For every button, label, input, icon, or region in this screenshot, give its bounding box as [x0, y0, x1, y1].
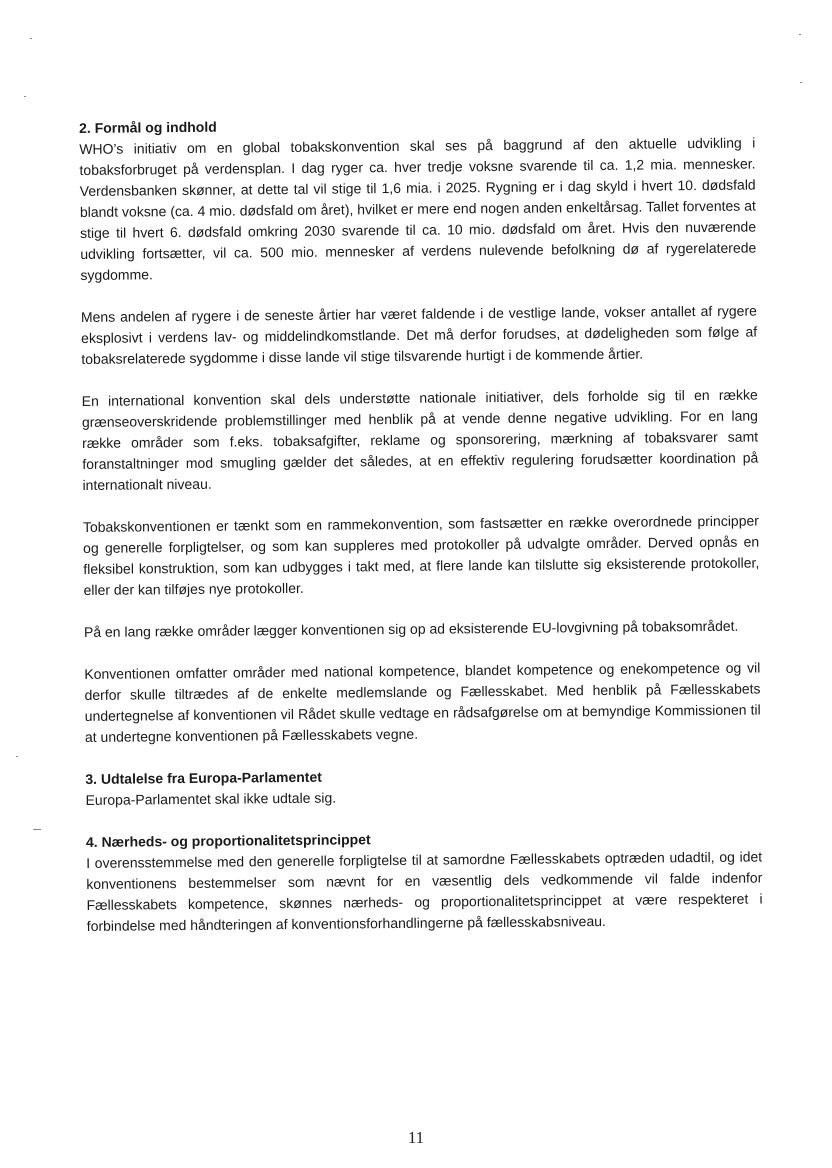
section-heading: 4. Nærheds- og proportionalitetsprincippet — [85, 831, 371, 850]
paragraph: Konventionen omfatter områder med national kompetence, blandet kompetence og enekompetence og vil derfor skulle tiltrædes af de enkelte medlemslande og Fællesskabet. Med henblik på Fællesskabets undertegnelse af konventionen vil Rådet skulle vedtage en rådsafgørelse om at bemyndige Kommissionen til at undertegne konventionen på Fællesskabets vegne. — [84, 659, 761, 745]
scan-speck — [30, 38, 32, 39]
section-naerheds-og-proportionalitetsprincippet — [86, 825, 763, 936]
section-heading: 2. Formål og indhold — [79, 118, 217, 136]
document-body — [79, 112, 763, 937]
page-number: 11 — [407, 1128, 425, 1147]
paragraph: WHO’s initiativ om en global tobakskonvention skal ses på baggrund af den aktuelle udvikling i tobaksforbruget på verdensplan. I dag ryger ca. hver tredje voksne svarende til ca. 1,2 mia. mennesker. Verdensbanken skønner, at dette tal vil stige til 1,6 mia. i 2025. Rygning er i dag skyld i hvert 10. dødsfald blandt voksne (ca. 4 mio. dødsfald om året), hvilket er mere end nogen anden enkeltårsag. Tallet forventes at stige til hvert 6. dødsfald omkring 2030 svarende til ca. 10 mio. dødsfald om året. Hvis den nuværende udvikling fortsætter, vil ca. 500 mio. mennesker af verdens nulevende befolkning dø af rygerelaterede sygdomme. — [79, 134, 757, 283]
paragraph: På en lang række områder lægger konventionen sig op ad eksisterende EU-lovgivning på tobaksområdet. — [83, 617, 739, 640]
scan-speck — [799, 34, 801, 35]
section-heading: 3. Udtalelse fra Europa-Parlamentet — [85, 768, 322, 787]
paragraph: I overensstemmelse med den generelle forpligtelse til at samordne Fællesskabets optræden udadtil, og idet konventionens bestemmelser som nævnt for en væsentlig dels vedkommende vil falde indenfor Fællesskabets kompetence, skønnes nærheds- og proportionalitetsprincippet at være respekteret i forbindelse med håndteringen af konventionsforhandlingerne på fællesskabsniveau. — [86, 848, 763, 934]
paragraph: Tobakskonventionen er tænkt som en rammekonvention, som fastsætter en række overordnede principper og generelle forpligtelser, og som kan suppleres med protokoller på udvalgte områder. Derved opnås en fleksibel konstruktion, som kan udbygges i takt med, at flere lande kan tilslutte sig eksisterende protokoller, eller der kan tilføjes nye protokoller. — [82, 512, 760, 598]
scan-speck — [24, 96, 26, 97]
paragraph: En international konvention skal dels understøtte nationale initiativer, dels forholde sig til en række grænseoverskridende problemstillinger med henblik på at vende denne negative udvikling. For en lang række områder som f.eks. tobaksafgifter, reklame og sponsorering, mærkning af tobaksvarer samt foranstaltninger mod smugling gælder det således, at en effektiv regulering forudsætter koordination på internationalt niveau. — [81, 386, 759, 493]
paragraph: Europa-Parlamentet skal ikke udtale sig. — [85, 789, 337, 808]
section-udtalelse-europa-parlamentet — [85, 762, 761, 810]
section-formaal-og-indhold — [79, 112, 761, 748]
paragraph: Mens andelen af rygere i de seneste årtier har været faldende i de vestlige lande, vokser antallet af rygere eksplosivt i verdens lav- og middelindkomstlande. Det må derfor forudses, at dødeligheden som følge af tobaksrelaterede sygdomme i disse lande vil stige tilsvarende hurtigt i de kommende årtier. — [80, 302, 758, 367]
scan-speck — [33, 829, 41, 830]
scan-speck — [16, 756, 18, 757]
scan-speck — [800, 82, 802, 83]
